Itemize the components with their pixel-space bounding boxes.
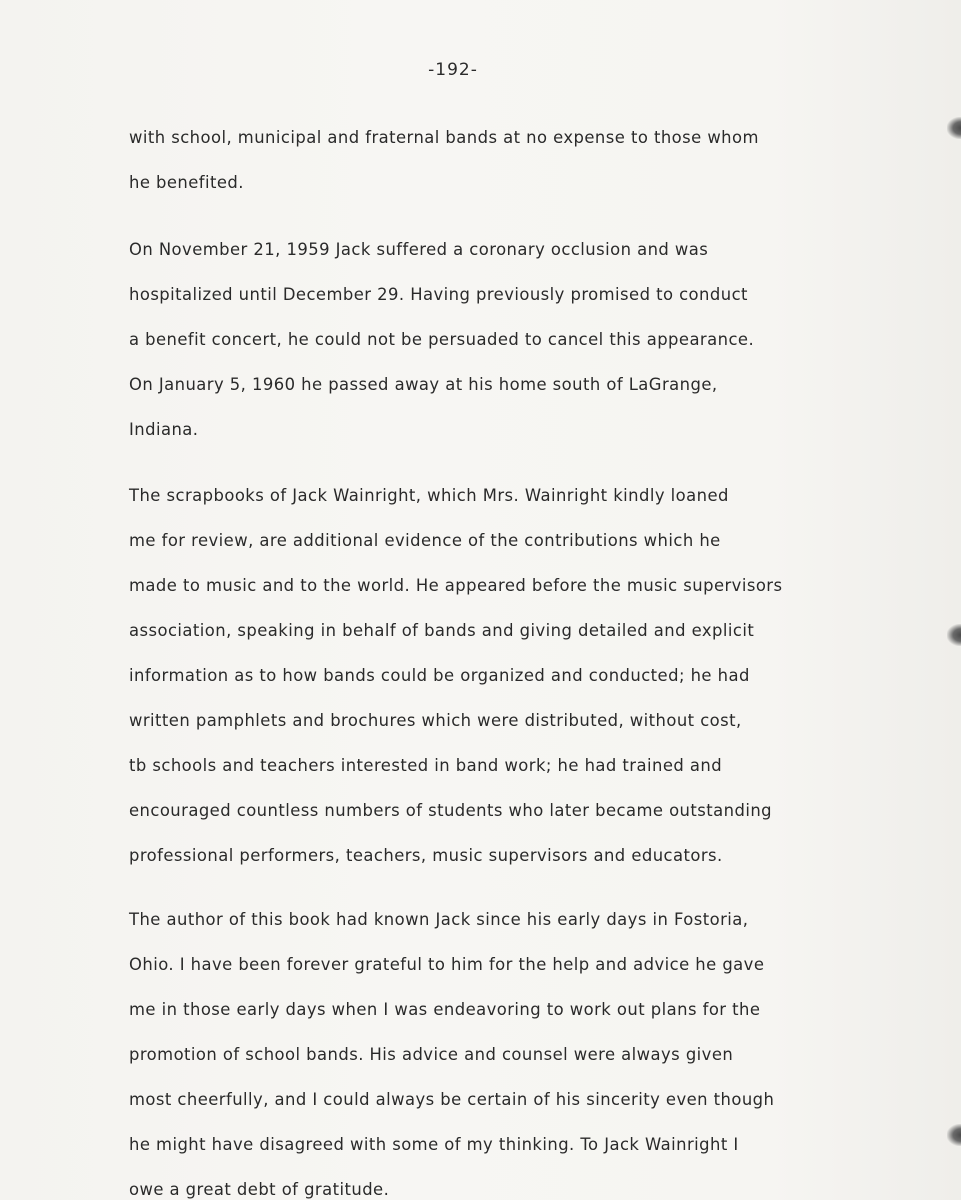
text-line: with school, municipal and fraternal bands at no expense to those whom — [129, 128, 759, 147]
paragraph-3 — [129, 473, 909, 878]
text-line: made to music and to the world. He appeared before the music supervisors — [129, 576, 783, 595]
text-line: encouraged countless numbers of students who later became outstanding — [129, 801, 773, 820]
text-line: he benefited. — [129, 173, 244, 192]
text-line: Indiana. — [129, 420, 199, 439]
text-line: On November 21, 1959 Jack suffered a coronary occlusion and was — [129, 240, 709, 259]
text-line: The scrapbooks of Jack Wainright, which Mrs. Wainright kindly loaned — [129, 486, 729, 505]
paragraph-1 — [129, 115, 909, 205]
paragraph-2 — [129, 227, 909, 452]
text-line: On January 5, 1960 he passed away at his home south of LaGrange, — [129, 375, 718, 394]
text-line: hospitalized until December 29. Having previously promised to conduct — [129, 285, 748, 304]
binding-tab — [947, 117, 961, 139]
text-line: written pamphlets and brochures which were distributed, without cost, — [129, 711, 742, 730]
text-line: The author of this book had known Jack since his early days in Fostoria, — [129, 910, 749, 929]
text-line: owe a great debt of gratitude. — [129, 1180, 390, 1199]
text-line: Ohio. I have been forever grateful to him for the help and advice he gave — [129, 955, 765, 974]
page-number: -192- — [428, 60, 478, 80]
text-line: promotion of school bands. His advice and counsel were always given — [129, 1045, 734, 1064]
text-line: professional performers, teachers, music supervisors and educators. — [129, 846, 723, 865]
text-line: tb schools and teachers interested in band work; he had trained and — [129, 756, 723, 775]
text-line: most cheerfully, and I could always be certain of his sincerity even though — [129, 1090, 775, 1109]
text-line: me in those early days when I was endeavoring to work out plans for the — [129, 1000, 761, 1019]
text-line: association, speaking in behalf of bands and giving detailed and explicit — [129, 621, 755, 640]
text-line: he might have disagreed with some of my thinking. To Jack Wainright I — [129, 1135, 739, 1154]
binding-tab — [947, 1124, 961, 1146]
paragraph-4 — [129, 897, 909, 1200]
text-line: me for review, are additional evidence of the contributions which he — [129, 531, 721, 550]
text-line: information as to how bands could be organized and conducted; he had — [129, 666, 750, 685]
text-line: a benefit concert, he could not be persuaded to cancel this appearance. — [129, 330, 755, 349]
binding-tab — [947, 624, 961, 646]
